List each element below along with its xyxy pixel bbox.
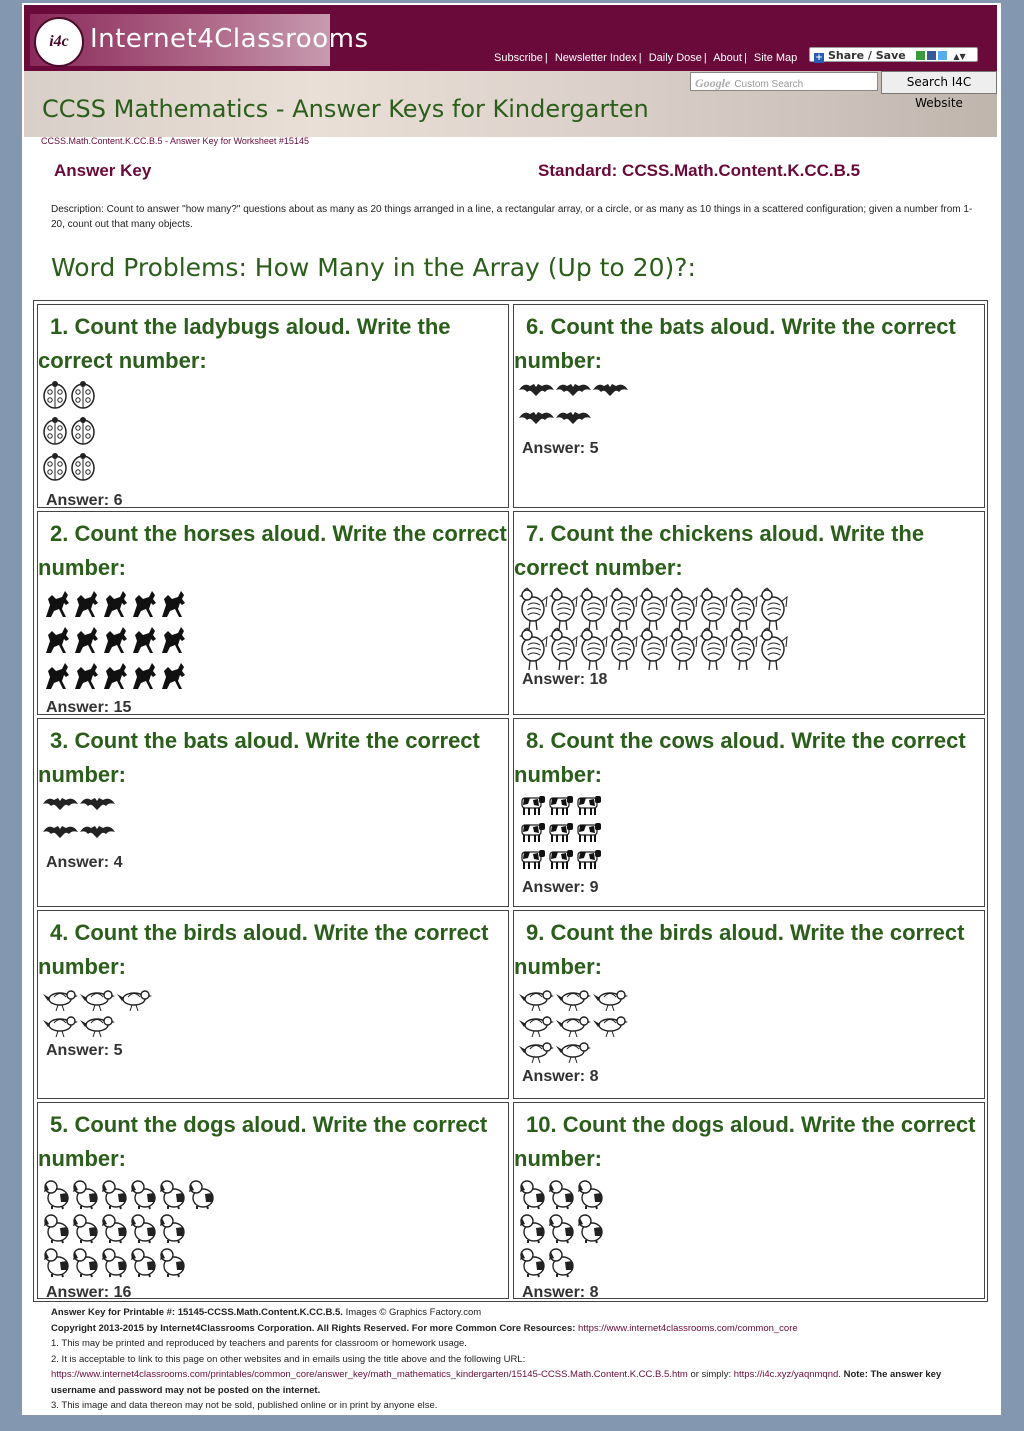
problem-icons [42,587,187,695]
site-logo[interactable] [30,14,369,66]
bird-icon [518,986,554,1012]
bat-icon [555,380,592,400]
horse-icon [100,659,129,692]
bat-icon [42,822,79,842]
facebook-icon [927,51,936,60]
dog-icon [547,1212,576,1244]
chicken-icon [638,587,668,631]
dog-icon [42,1212,71,1244]
problem-answer: Answer: 4 [46,854,123,871]
page-title: CCSS Mathematics - Answer Keys for Kindergarten [42,95,649,123]
answer-key-label: Answer Key [54,161,152,180]
horse-icon [158,587,187,620]
footer [51,1305,986,1414]
problem-cell [513,910,985,1099]
site-name: Internet4Classrooms [90,24,369,54]
nav-newsletter-index[interactable]: Newsletter Index [554,52,637,64]
cow-icon [518,821,546,843]
problem-icons [42,1178,216,1280]
ladybug-icon [42,452,68,482]
bat-icon [42,794,79,814]
chicken-icon [548,587,578,631]
share-plus-icon: + [815,53,823,63]
problem-question: 5. Count the dogs aloud. Write the correct number: [38,1112,488,1171]
problem-icons [518,1178,605,1280]
dog-icon [547,1178,576,1210]
footer-or-simply: or simply: [690,1369,732,1380]
bat-icon [518,408,555,428]
horse-icon [158,659,187,692]
horse-icon [71,659,100,692]
problem-question: 2. Count the horses aloud. Write the correct number: [38,521,507,580]
horse-icon [158,623,187,656]
problem-icons [518,587,788,667]
twitter-icon [938,51,947,60]
problem-answer: Answer: 6 [46,492,123,509]
cow-icon [574,794,602,816]
description: Description: Count to answer "how many?" questions about as many as 20 things arranged in a line, a rectangular array, or a circle, or as many as 10 things in a scattered configuration; given a number from 1-20, count out that many objects. [51,204,973,230]
chicken-icon [698,627,728,671]
search-input[interactable] [690,72,878,91]
problem-cell [37,511,509,715]
problem-icons [518,794,602,875]
horse-icon [100,587,129,620]
cow-icon [574,821,602,843]
chicken-icon [668,587,698,631]
dog-icon [71,1178,100,1210]
problem-question: 1. Count the ladybugs aloud. Write the correct number: [38,314,451,373]
bird-icon [116,986,152,1012]
ladybug-icon [70,380,96,410]
bird-icon [555,986,591,1012]
email-icon [916,51,925,60]
problems-grid [33,300,988,1302]
footer-copyright: Copyright 2013-2015 by Internet4Classrooms Corporation. All Rights Reserved. For more Common Core Resources: [51,1322,576,1334]
dog-icon [158,1246,187,1278]
banner [24,71,997,137]
problem-cell [37,910,509,1099]
top-nav: Subscribe | Newsletter Index | Daily Dose | About | Site Map [494,52,798,64]
problem-cell [37,304,509,508]
problem-cell [513,718,985,907]
problem-answer: Answer: 8 [522,1284,599,1301]
bat-icon [518,380,555,400]
footer-common-core-link[interactable]: https://www.internet4classrooms.com/common_core [578,1322,798,1334]
logo-badge: i4c [34,17,84,67]
problem-answer: Answer: 18 [522,671,608,688]
chicken-icon [698,587,728,631]
chicken-icon [518,587,548,631]
search-button[interactable]: Search I4C Website [881,71,997,94]
problem-answer: Answer: 15 [46,699,132,716]
dog-icon [100,1212,129,1244]
chicken-icon [578,587,608,631]
horse-icon [71,623,100,656]
horse-icon [129,587,158,620]
footer-long-url[interactable]: https://www.internet4classrooms.com/printables/common_core/answer_key/math_mathematics_kindergarten/15145-CCSS.Math.Content.K.CC.B.5.htm [51,1369,688,1380]
footer-note-3: 3. This image and data thereon may not be sold, published online or in print by anyone else. [51,1400,438,1411]
bird-icon [79,986,115,1012]
dog-icon [129,1212,158,1244]
chicken-icon [548,627,578,671]
ladybug-icon [42,416,68,446]
bird-icon [518,1038,554,1064]
dog-icon [71,1246,100,1278]
bat-icon [79,822,116,842]
bird-icon [555,1012,591,1038]
problem-cell [37,1102,509,1299]
dog-icon [187,1178,216,1210]
problem-cell [513,1102,985,1299]
page [22,3,1001,1415]
problem-answer: Answer: 5 [46,1042,123,1059]
problem-question: 10. Count the dogs aloud. Write the correct number: [514,1112,976,1171]
problem-icons [42,794,116,850]
chicken-icon [608,587,638,631]
footer-note-1: 1. This may be printed and reproduced by teachers and parents for classroom or homework usage. [51,1338,467,1349]
horse-icon [129,659,158,692]
dog-icon [576,1178,605,1210]
bird-icon [42,986,78,1012]
cow-icon [518,848,546,870]
footer-note-2: 2. It is acceptable to link to this page on other websites and in emails using the title above and the following URL: [51,1353,526,1365]
chicken-icon [668,627,698,671]
horse-icon [42,659,71,692]
chicken-icon [608,627,638,671]
dog-icon [547,1246,576,1278]
dog-icon [576,1212,605,1244]
problem-question: 3. Count the bats aloud. Write the correct number: [38,728,480,787]
dog-icon [100,1178,129,1210]
footer-printable-number: Answer Key for Printable #: 15145-CCSS.Math.Content.K.CC.B.5. [51,1307,343,1318]
bat-icon [555,408,592,428]
horse-icon [129,623,158,656]
chicken-icon [728,627,758,671]
footer-note-password: Note: The answer key username and password may not be posted on the internet. [51,1369,942,1396]
nav-site-map[interactable]: Site Map [753,52,798,64]
dog-icon [129,1246,158,1278]
cow-icon [546,848,574,870]
problem-question: 6. Count the bats aloud. Write the correct number: [514,314,956,373]
nav-daily-dose[interactable]: Daily Dose [648,52,702,64]
dog-icon [100,1246,129,1278]
footer-short-url[interactable]: https://i4c.xyz/yaqnmqnd. [733,1369,841,1380]
dog-icon [518,1246,547,1278]
bird-icon [79,1012,115,1038]
bird-icon [555,1038,591,1064]
problem-question: 9. Count the birds aloud. Write the correct number: [514,920,965,979]
bird-icon [42,1012,78,1038]
cow-icon [546,821,574,843]
nav-about[interactable]: About [713,52,742,64]
ladybug-icon [42,380,68,410]
bat-icon [79,794,116,814]
chicken-icon [518,627,548,671]
problem-icons [518,380,629,436]
dog-icon [158,1212,187,1244]
problem-answer: Answer: 8 [522,1068,599,1085]
bird-icon [518,1012,554,1038]
problem-answer: Answer: 9 [522,879,599,896]
horse-icon [100,623,129,656]
cow-icon [574,848,602,870]
problem-question: 4. Count the birds aloud. Write the correct number: [38,920,489,979]
share-save-button[interactable] [809,47,978,62]
problem-cell [513,304,985,508]
dog-icon [518,1178,547,1210]
chicken-icon [758,587,788,631]
cow-icon [518,794,546,816]
horse-icon [42,623,71,656]
dog-icon [518,1212,547,1244]
google-logo: Google [695,76,731,90]
horse-icon [71,587,100,620]
chicken-icon [728,587,758,631]
problem-icons [42,986,153,1038]
problem-cell [513,511,985,715]
standard-label: Standard: CCSS.Math.Content.K.CC.B.5 [538,161,861,180]
problem-icons [42,380,98,488]
breadcrumb[interactable]: CCSS.Math.Content.K.CC.B.5 - Answer Key for Worksheet #15145 [41,136,309,146]
problem-question: 7. Count the chickens aloud. Write the correct number: [514,521,925,580]
bat-icon [592,380,629,400]
dog-icon [129,1178,158,1210]
chicken-icon [638,627,668,671]
problem-answer: Answer: 16 [46,1284,132,1301]
problem-cell [37,718,509,907]
bird-icon [592,1012,628,1038]
share-label: Share / Save [828,49,906,62]
dog-icon [158,1178,187,1210]
bird-icon [592,986,628,1012]
problem-question: 8. Count the cows aloud. Write the correct number: [514,728,966,787]
search-placeholder: Custom Search [734,79,804,90]
ladybug-icon [70,416,96,446]
dog-icon [42,1178,71,1210]
dog-icon [71,1212,100,1244]
nav-subscribe[interactable]: Subscribe [494,52,543,64]
section-title: Word Problems: How Many in the Array (Up to 20)?: [51,253,696,282]
cow-icon [546,794,574,816]
horse-icon [42,587,71,620]
chicken-icon [758,627,788,671]
ladybug-icon [70,452,96,482]
footer-images-credit: Images © Graphics Factory.com [345,1307,482,1318]
share-dropdown-icon: ▲▼ [953,52,966,61]
chicken-icon [578,627,608,671]
problem-icons [518,986,629,1064]
problem-answer: Answer: 5 [522,440,599,457]
dog-icon [42,1246,71,1278]
masthead [24,5,997,71]
